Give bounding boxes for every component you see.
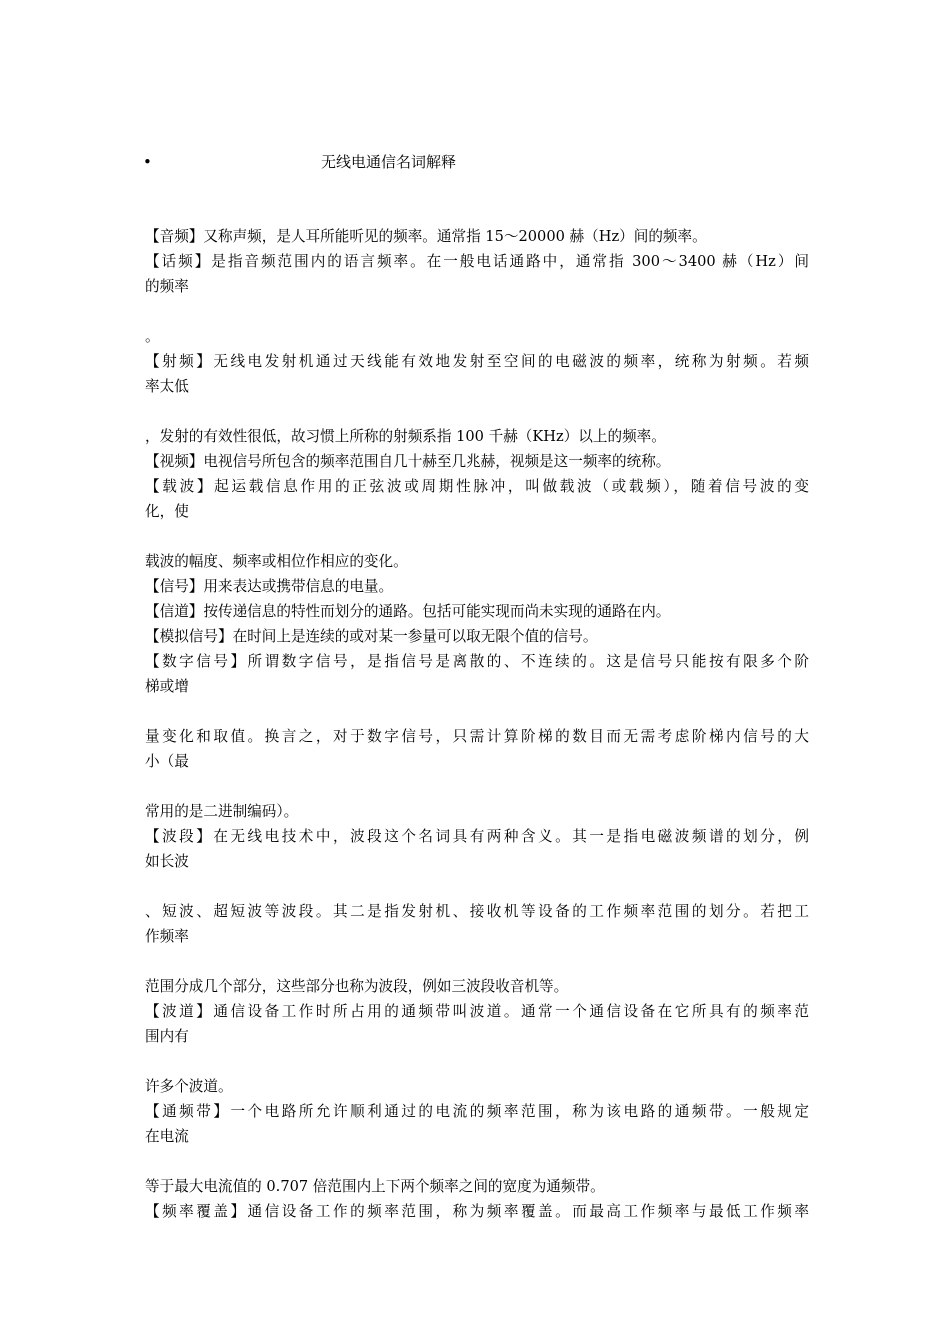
document-title: 无线电通信名词解释: [321, 153, 457, 171]
text-line: 【音频】又称声频，是人耳所能听见的频率。通常指 15～20000 赫（Hz）间的频率。: [145, 228, 707, 245]
text-line: 【频率覆盖】通信设备工作的频率范围，称为频率覆盖。而最高工作频率与最低工作频率: [145, 1203, 809, 1220]
text-line: 载波的幅度、频率或相位作相应的变化。: [145, 553, 408, 570]
text-line: 小（最: [145, 753, 189, 770]
text-line: 常用的是二进制编码）。: [145, 803, 299, 820]
text-line: 、短波、超短波等波段。其二是指发射机、接收机等设备的工作频率范围的划分。若把工: [145, 903, 809, 920]
text-line: 在电流: [145, 1128, 189, 1145]
text-line: 围内有: [145, 1028, 189, 1045]
text-line: 梯或增: [145, 678, 189, 695]
text-line: 【波段】在无线电技术中，波段这个名词具有两种含义。其一是指电磁波频谱的划分，例: [145, 828, 809, 845]
text-line: 【载波】起运载信息作用的正弦波或周期性脉冲，叫做载波（或载频），随着信号波的变: [145, 478, 809, 495]
text-line: 如长波: [145, 853, 189, 870]
text-line: 【话频】是指音频范围内的语言频率。在一般电话通路中，通常指 300～3400 赫（Hz）间: [145, 253, 809, 270]
text-line: 【信道】按传递信息的特性而划分的通路。包括可能实现而尚未实现的通路在内。: [145, 603, 671, 620]
text-line: 等于最大电流值的 0.707 倍范围内上下两个频率之间的宽度为通频带。: [145, 1178, 605, 1195]
text-line: 【模拟信号】在时间上是连续的或对某一参量可以取无限个值的信号。: [145, 628, 598, 645]
text-line: 【通频带】一个电路所允许顺利通过的电流的频率范围，称为该电路的通频带。一般规定: [145, 1103, 809, 1120]
text-line: 【数字信号】所谓数字信号，是指信号是离散的、不连续的。这是信号只能按有限多个阶: [145, 653, 809, 670]
text-line: 【信号】用来表达或携带信息的电量。: [145, 578, 394, 595]
text-line: 范围分成几个部分，这些部分也称为波段，例如三波段收音机等。: [145, 978, 569, 995]
text-line: 【视频】电视信号所包含的频率范围自几十赫至几兆赫，视频是这一频率的统称。: [145, 453, 671, 470]
document-body: [145, 224, 809, 1224]
text-line: 作频率: [145, 928, 189, 945]
text-line: 【波道】通信设备工作时所占用的通频带叫波道。通常一个通信设备在它所具有的频率范: [145, 1003, 809, 1020]
text-line: 许多个波道。: [145, 1078, 233, 1095]
bullet-icon: •: [143, 153, 152, 171]
title-row: [0, 150, 950, 174]
text-line: 【射频】无线电发射机通过天线能有效地发射至空间的电磁波的频率，统称为射频。若频: [145, 353, 809, 370]
text-line: 的频率: [145, 278, 189, 295]
text-line: 。: [145, 328, 160, 345]
text-line: 量变化和取值。换言之，对于数字信号，只需计算阶梯的数目而无需考虑阶梯内信号的大: [145, 728, 809, 745]
text-line: 率太低: [145, 378, 189, 395]
text-line: ，发射的有效性很低，故习惯上所称的射频系指 100 千赫（KHz）以上的频率。: [145, 428, 666, 445]
text-line: 化，使: [145, 503, 189, 520]
